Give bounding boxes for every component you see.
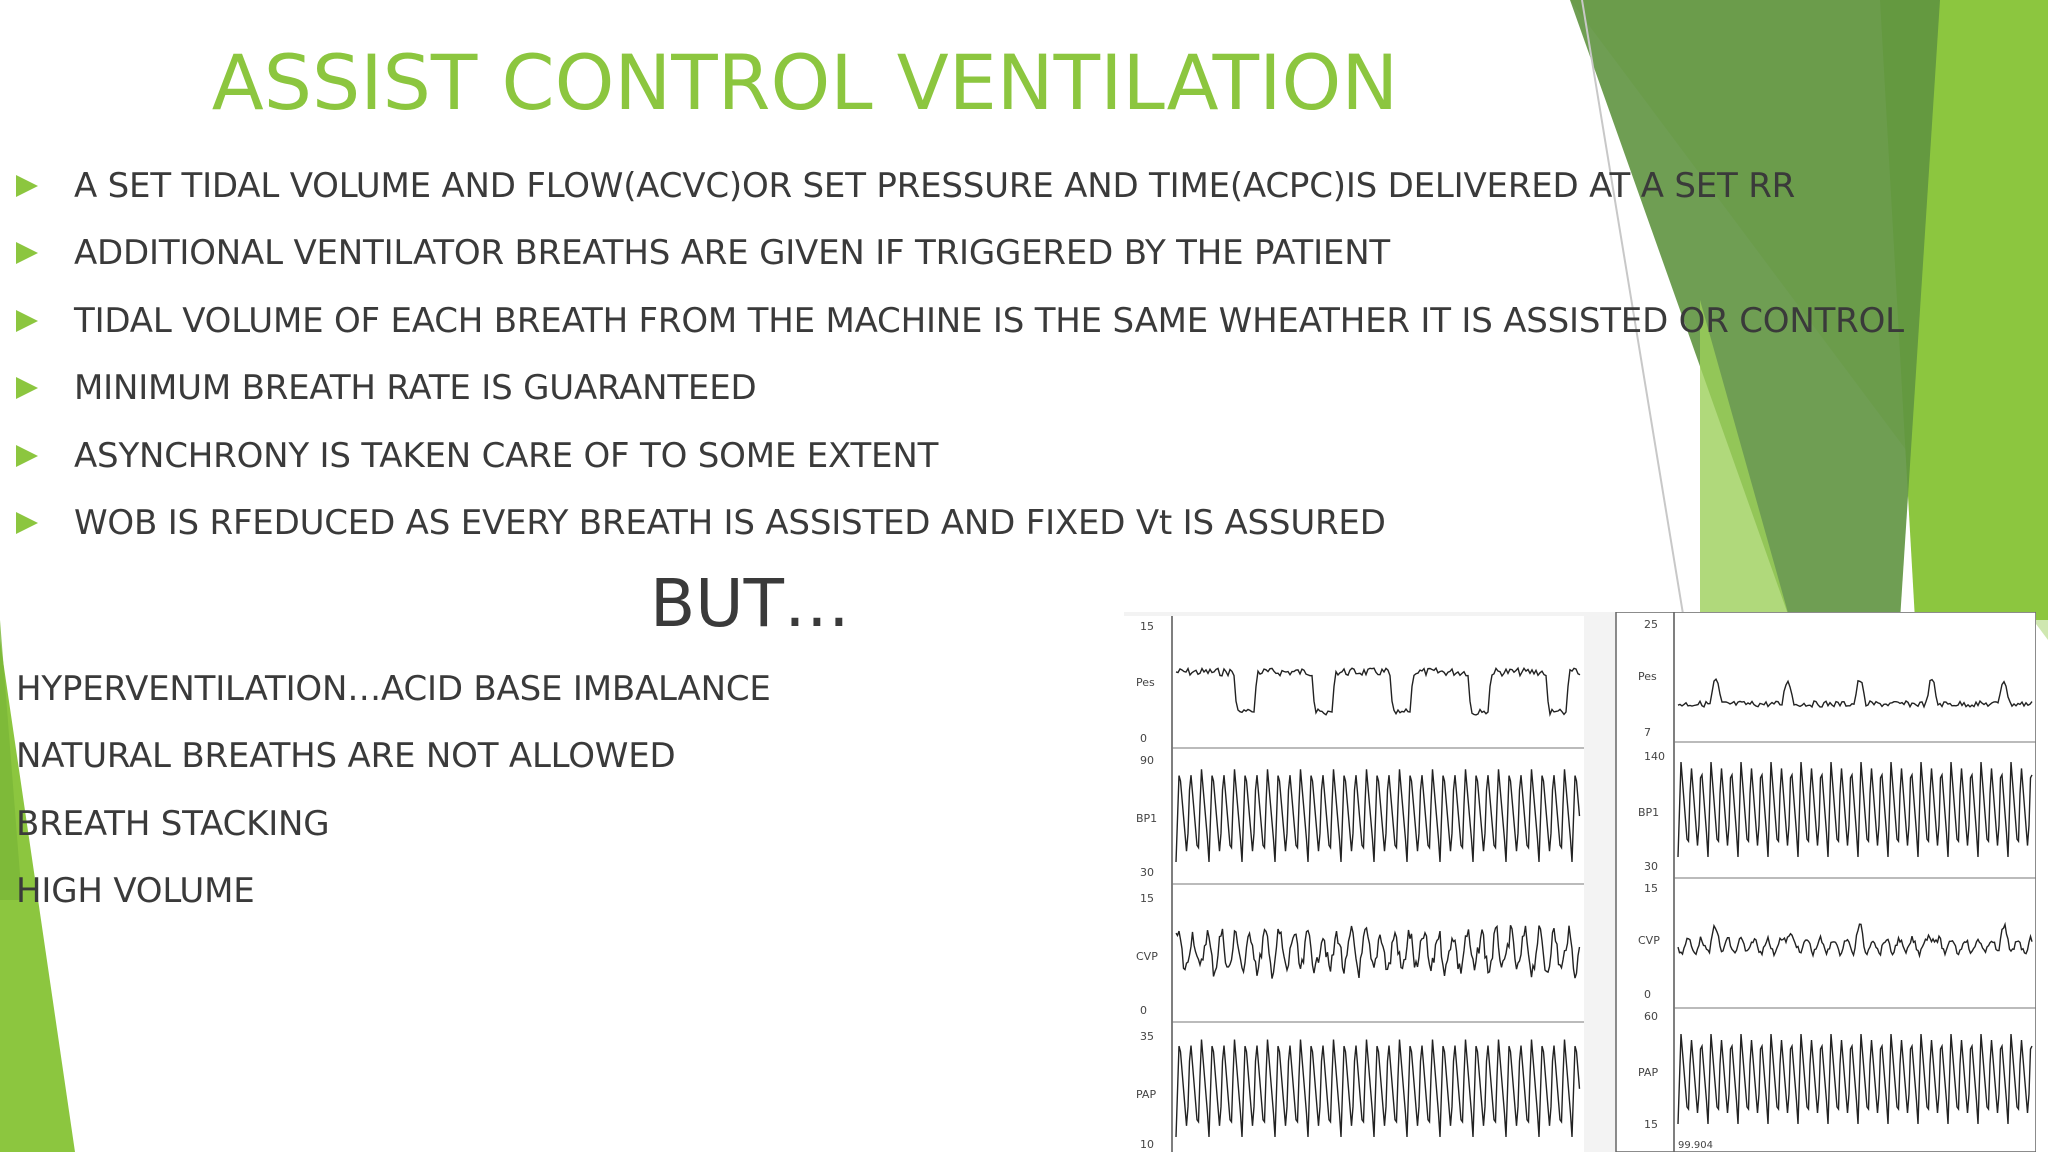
but-heading: BUT… <box>650 565 850 642</box>
bullet-arrow-icon <box>16 445 38 467</box>
bullet-text: MINIMUM BREATH RATE IS GUARANTEED <box>74 368 757 409</box>
right-cvp-bottom: 0 <box>1644 988 1651 1001</box>
right-pap-bottom: 15 <box>1644 1118 1658 1131</box>
right-panel <box>1616 612 2036 1152</box>
left-bp1-label: BP1 <box>1136 812 1158 825</box>
right-bp1-label: BP1 <box>1638 806 1660 819</box>
left-pap-top: 35 <box>1140 1030 1154 1043</box>
bullet-arrow-icon <box>16 377 38 399</box>
right-pes-bottom: 7 <box>1644 726 1651 739</box>
bullet-item <box>16 152 1904 220</box>
left-pes-label: Pes <box>1136 676 1155 689</box>
left-bp1-top: 90 <box>1140 754 1154 767</box>
right-cvp-top: 15 <box>1644 882 1658 895</box>
bullet-arrow-icon <box>16 175 38 197</box>
bullet-item <box>16 490 1904 558</box>
right-bp1-top: 140 <box>1644 750 1665 763</box>
left-pes-top: 15 <box>1140 620 1154 633</box>
bullet-text: WOB IS RFEDUCED AS EVERY BREATH IS ASSISTED AND FIXED Vt IS ASSURED <box>74 503 1386 544</box>
bullet-arrow-icon <box>16 242 38 264</box>
issue-item: HYPERVENTILATION…ACID BASE IMBALANCE <box>16 668 771 709</box>
waveform-figure <box>1124 612 2036 1152</box>
bullet-text: TIDAL VOLUME OF EACH BREATH FROM THE MACHINE IS THE SAME WHEATHER IT IS ASSISTED OR CONTROL <box>74 300 1904 341</box>
issue-item: NATURAL BREATHS ARE NOT ALLOWED <box>16 736 676 777</box>
bullet-item <box>16 287 1904 355</box>
right-pap-top: 60 <box>1644 1010 1658 1023</box>
bullet-item <box>16 422 1904 490</box>
left-cvp-label: CVP <box>1136 950 1158 963</box>
left-cvp-bottom: 0 <box>1140 1004 1147 1017</box>
bullet-list <box>16 152 1904 557</box>
left-pes-bottom: 0 <box>1140 732 1147 745</box>
right-cvp-label: CVP <box>1638 934 1660 947</box>
left-cvp-top: 15 <box>1140 892 1154 905</box>
right-pap-label: PAP <box>1638 1066 1659 1079</box>
issue-item: BREATH STACKING <box>16 803 330 844</box>
slide-title: ASSIST CONTROL VENTILATION <box>211 38 1399 127</box>
left-bp1-bottom: 30 <box>1140 866 1154 879</box>
issue-item: HIGH VOLUME <box>16 871 255 912</box>
right-footer: 99.904 <box>1678 1140 1713 1151</box>
bullet-arrow-icon <box>16 310 38 332</box>
bullet-item <box>16 220 1904 288</box>
right-bp1-bottom: 30 <box>1644 860 1658 873</box>
right-pes-label: Pes <box>1638 670 1657 683</box>
bullet-item <box>16 355 1904 423</box>
right-pes-top: 25 <box>1644 618 1658 631</box>
issues-list <box>16 655 771 925</box>
bullet-text: ASYNCHRONY IS TAKEN CARE OF TO SOME EXTENT <box>74 435 939 476</box>
left-pap-bottom: 10 <box>1140 1138 1154 1151</box>
bullet-arrow-icon <box>16 512 38 534</box>
bullet-text: A SET TIDAL VOLUME AND FLOW(ACVC)OR SET PRESSURE AND TIME(ACPC)IS DELIVERED AT A SET RR <box>74 165 1796 206</box>
bullet-text: ADDITIONAL VENTILATOR BREATHS ARE GIVEN IF TRIGGERED BY THE PATIENT <box>74 233 1391 274</box>
left-pap-label: PAP <box>1136 1088 1157 1101</box>
